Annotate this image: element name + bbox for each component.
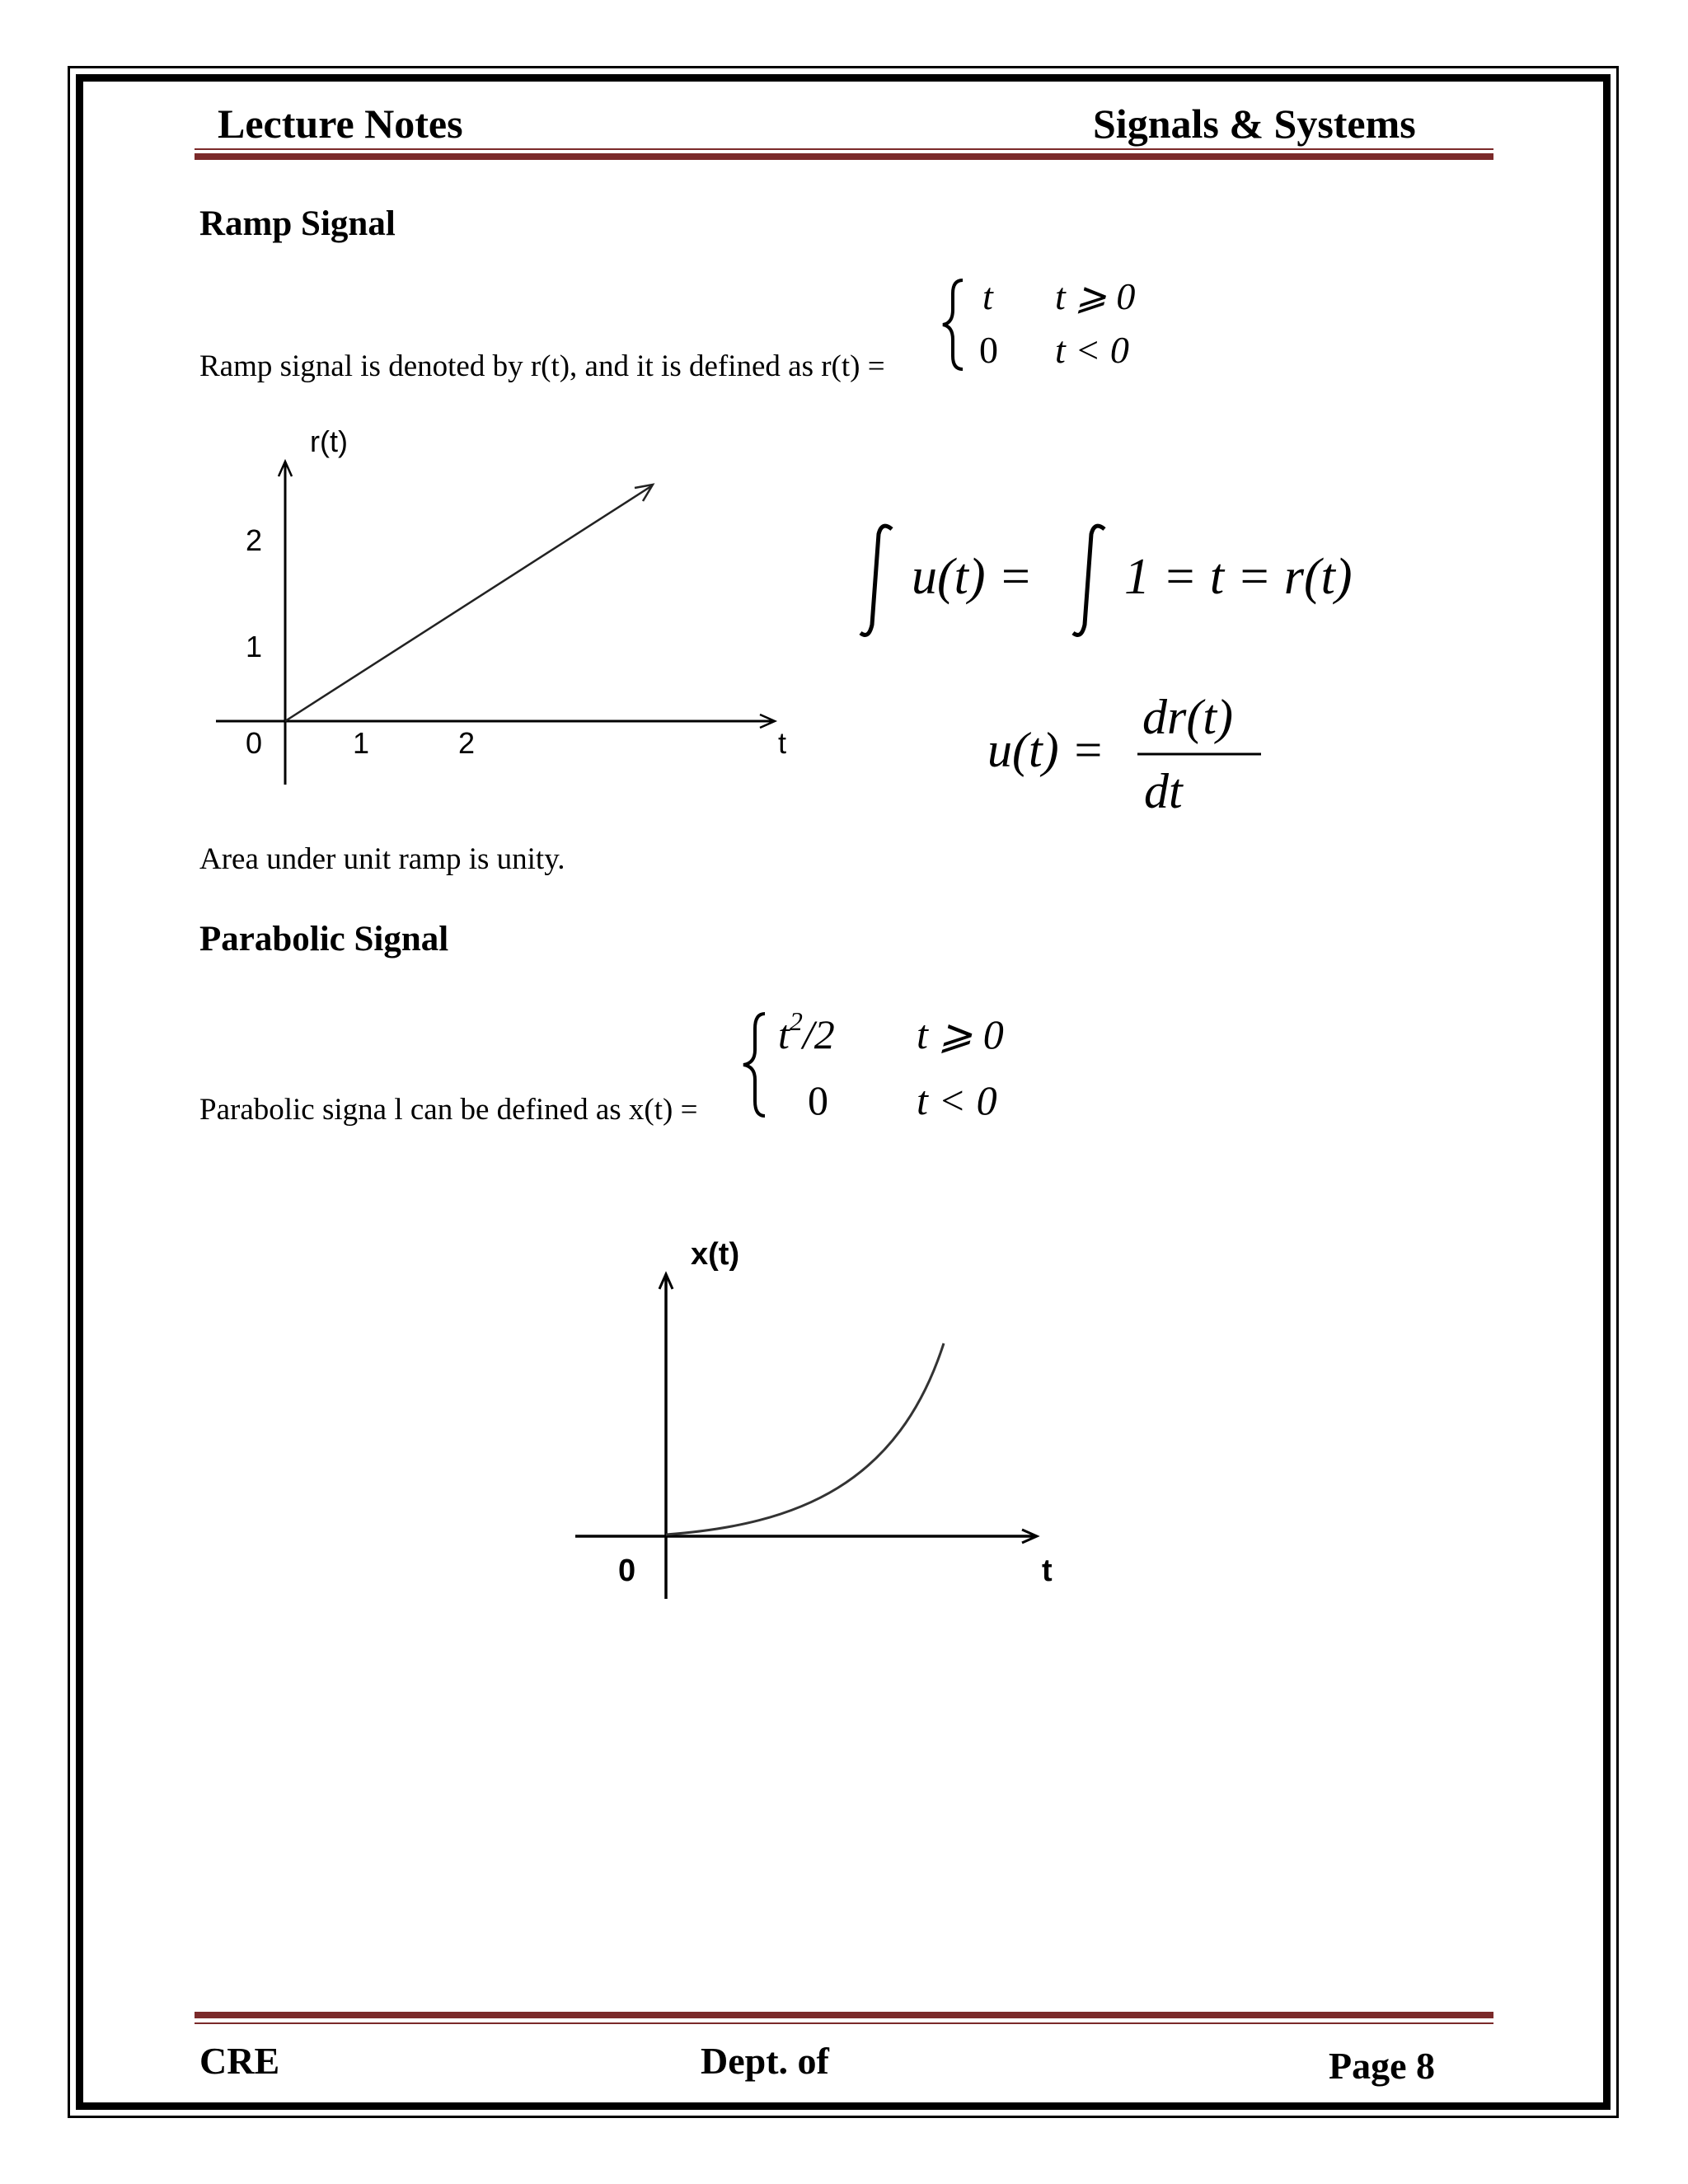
parabolic-curve	[666, 1343, 944, 1535]
svg-text:t2/2	[778, 1006, 835, 1057]
footer-rule-thin	[195, 2022, 1493, 2024]
ramp-ylabel: r(t)	[310, 424, 348, 458]
parabolic-row2-cond: t < 0	[917, 1077, 997, 1123]
ramp-piecewise	[940, 272, 1212, 379]
ramp-origin-label: 0	[246, 726, 263, 760]
footer-page-number: Page 8	[1329, 2045, 1436, 2087]
header-title-left: Lecture Notes	[218, 101, 463, 147]
ramp-deriv-numerator: dr(t)	[1142, 690, 1233, 744]
ramp-piecewise-row2-value: 0	[979, 329, 998, 371]
ramp-deriv-lhs: u(t) =	[987, 723, 1105, 777]
ramp-xtick-1: 1	[353, 726, 370, 760]
header-rule-thick	[195, 153, 1493, 160]
footer-left: CRE	[199, 2040, 280, 2082]
ramp-definition-text: Ramp signal is denoted by r(t), and it is defined as r(t) =	[199, 349, 885, 383]
ramp-heading: Ramp Signal	[199, 204, 396, 243]
ramp-xlabel: t	[778, 726, 787, 760]
ramp-derivative-equation	[981, 684, 1278, 824]
parabolic-ylabel: x(t)	[691, 1237, 740, 1272]
ramp-integral-equation	[857, 519, 1385, 643]
header-rule-thin	[195, 148, 1493, 150]
parabolic-heading: Parabolic Signal	[199, 920, 449, 958]
parabolic-origin-label: 0	[618, 1554, 636, 1588]
header-title-right: Signals & Systems	[1093, 101, 1416, 147]
integral-sign-1	[860, 526, 892, 635]
parabolic-definition-text: Parabolic signa l can be defined as x(t) =	[199, 1093, 698, 1127]
ramp-piecewise-row2-cond: t < 0	[1055, 329, 1129, 371]
parabolic-row1-cond: t ⩾ 0	[917, 1011, 1004, 1057]
ramp-xtick-2: 2	[458, 726, 476, 760]
ramp-integral-rhs: 1 = t = r(t)	[1124, 549, 1353, 605]
ramp-area-text: Area under unit ramp is unity.	[199, 842, 565, 876]
ramp-piecewise-row1-value: t	[982, 275, 993, 317]
integral-sign-2	[1073, 526, 1104, 635]
parabolic-piecewise	[740, 1004, 1037, 1127]
parabolic-graph	[569, 1236, 1080, 1615]
parabolic-row2-value: 0	[808, 1077, 828, 1123]
footer-center: Dept. of	[701, 2040, 829, 2082]
ramp-deriv-denominator: dt	[1144, 764, 1183, 818]
ramp-piecewise-row1-cond: t ⩾ 0	[1055, 275, 1136, 317]
ramp-graph	[206, 424, 816, 791]
parabolic-row1-rest: /2	[802, 1011, 835, 1057]
ramp-ytick-2: 2	[246, 523, 263, 557]
parabolic-row1-base: t	[778, 1011, 790, 1057]
ramp-ytick-1: 1	[246, 630, 263, 663]
ramp-integral-lhs: u(t) =	[912, 549, 1033, 605]
ramp-line	[285, 486, 651, 721]
footer-rule-thick	[195, 2012, 1493, 2018]
parabolic-xlabel: t	[1042, 1554, 1053, 1588]
parabolic-row1-exponent: 2	[789, 1006, 803, 1036]
